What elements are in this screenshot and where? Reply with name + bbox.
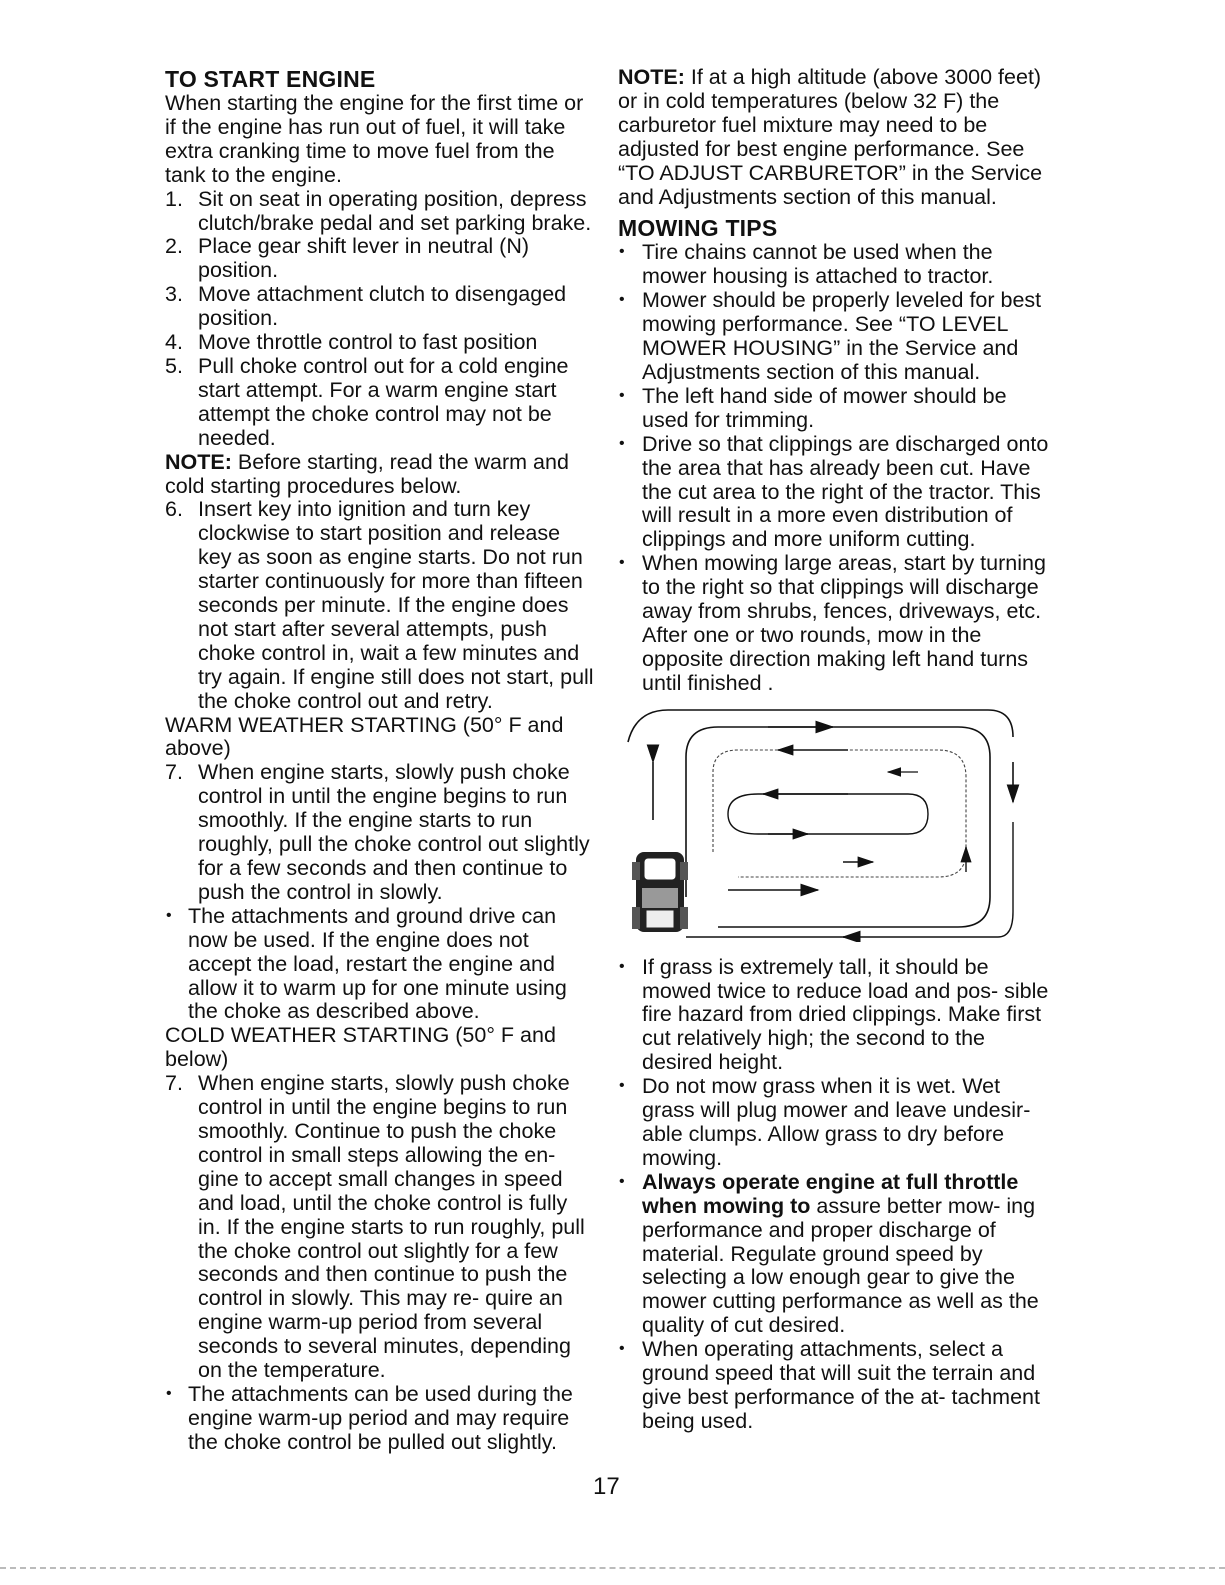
step-number: 1. bbox=[165, 186, 183, 211]
step-3 bbox=[165, 283, 595, 331]
bullet-icon: • bbox=[619, 1340, 625, 1358]
step-1 bbox=[165, 188, 595, 236]
bullet-icon: • bbox=[166, 1384, 172, 1402]
bullet-text: The attachments and ground drive can now be used. If the engine does not accept the load, restart the engine and allow it to warm up for one minute using the choke as described above. bbox=[188, 903, 567, 1024]
mowing-tip bbox=[618, 1075, 1058, 1171]
step-4 bbox=[165, 331, 595, 355]
step-6 bbox=[165, 498, 595, 713]
second-loop bbox=[686, 727, 990, 927]
altitude-note bbox=[618, 66, 1058, 209]
bullet-icon: • bbox=[619, 291, 625, 309]
step-text: Pull choke control out for a cold engine start attempt. For a warm engine start attempt the choke control may not be needed. bbox=[198, 353, 569, 450]
tip-text: assure better mow- ing performance and proper discharge of material. Regulate ground speed by selecting a low enough gear to give the mower cutting performance as well as the quality of cut desired. bbox=[642, 1193, 1039, 1338]
step-number: 3. bbox=[165, 282, 183, 307]
step-number: 7. bbox=[165, 1071, 183, 1096]
step-number: 5. bbox=[165, 353, 183, 378]
bullet-icon: • bbox=[619, 243, 625, 261]
bullet-icon: • bbox=[619, 1172, 625, 1190]
tip-text: The left hand side of mower should be used for trimming. bbox=[642, 383, 1007, 432]
step-number: 4. bbox=[165, 330, 183, 355]
scan-edge-divider bbox=[0, 1567, 1225, 1569]
step-5 bbox=[165, 355, 595, 451]
step-number: 2. bbox=[165, 234, 183, 259]
mowing-tip bbox=[618, 385, 1058, 433]
step-text: Insert key into ignition and turn key clockwise to start position and release key as soon as engine starts. Do not run starter continuously for more than fifteen seconds per minute. If the engine does not start after several attempts, push choke control in, wait a few minutes and try again. If engine still does not start, pull the choke control out and retry. bbox=[198, 497, 594, 713]
right-column bbox=[618, 66, 1058, 1434]
note-label: NOTE: bbox=[165, 449, 232, 474]
step-text: Move attachment clutch to disengaged position. bbox=[198, 282, 567, 331]
mowing-tip bbox=[618, 1171, 1058, 1338]
note-text: Before starting, read the warm and cold starting procedures below. bbox=[165, 449, 569, 498]
start-engine-intro: When starting the engine for the first time or if the engine has run out of fuel, it will take extra cranking time to move fuel from the tank to the engine. bbox=[165, 91, 584, 187]
mowing-tip bbox=[618, 1338, 1058, 1434]
step-2 bbox=[165, 235, 595, 283]
warm-weather-heading: WARM WEATHER STARTING (50° F and above) bbox=[165, 712, 564, 761]
bullet-icon: • bbox=[619, 386, 625, 404]
mowing-tip bbox=[618, 956, 1058, 1076]
mowing-tip bbox=[618, 289, 1058, 385]
bottom-path bbox=[686, 822, 1013, 937]
start-engine-heading: TO START ENGINE bbox=[165, 66, 376, 92]
outer-path bbox=[628, 710, 1013, 742]
tip-text: If grass is extremely tall, it should be mowed twice to reduce load and pos- sible fire hazard from dried clippings. Make first cut relatively high; the second to the desired height. bbox=[642, 954, 1049, 1075]
cold-weather-heading: COLD WEATHER STARTING (50° F and below) bbox=[165, 1023, 556, 1072]
mowing-tip bbox=[618, 241, 1058, 289]
inner-loop bbox=[728, 794, 928, 834]
tip-text: When operating attachments, select a ground speed that will suit the terrain and give best performance of the at- tachment being used. bbox=[642, 1337, 1040, 1433]
bullet-icon: • bbox=[166, 906, 172, 924]
step-text: Place gear shift lever in neutral (N) position. bbox=[198, 234, 530, 283]
bullet-icon: • bbox=[619, 957, 625, 975]
step-number: 7. bbox=[165, 760, 183, 785]
mowing-tip bbox=[618, 552, 1058, 695]
tip-text: Drive so that clippings are discharged onto the area that has already been cut. Have the cut area to the right of the tractor. This will result in a more even distribution of clippings and more uniform cutting. bbox=[642, 431, 1049, 552]
bullet-text: The attachments can be used during the engine warm-up period and may require the choke control be pulled out slightly. bbox=[188, 1381, 573, 1454]
step-number: 6. bbox=[165, 497, 183, 522]
mowing-pattern-icon bbox=[618, 702, 1038, 942]
mowing-tips-heading: MOWING TIPS bbox=[618, 215, 778, 242]
tip-text: Mower should be properly leveled for best mowing performance. See “TO LEVEL MOWER HOUSING” in the Service and Adjustments section of this manual. bbox=[642, 288, 1042, 384]
step-text: Sit on seat in operating position, depress clutch/brake pedal and set parking brake. bbox=[198, 186, 592, 235]
page-number: 17 bbox=[593, 1473, 620, 1500]
tip-text: When mowing large areas, start by turning to the right so that clippings will discharge away from shrubs, fences, driveways, etc. After one or two rounds, mow in the opposite direction making left hand turns until finished . bbox=[642, 551, 1046, 695]
step-text: Move throttle control to fast position bbox=[198, 330, 538, 355]
throttle-bold-text: Always operate engine at full throttle when mowing to bbox=[642, 1169, 1019, 1218]
cold-bullet bbox=[165, 1383, 595, 1455]
note-label: NOTE: bbox=[618, 65, 685, 89]
warm-step-7 bbox=[165, 761, 595, 904]
step-text: When engine starts, slowly push choke control in until the engine begins to run smoothly. If the engine starts to run roughly, pull the choke control out slightly for a few seconds and then continue to push the control in slowly. bbox=[198, 760, 590, 904]
note-text: If at a high altitude (above 3000 feet) or in cold temperatures (below 32 F) the carburetor fuel mixture may need to be adjusted for best engine performance. See “TO ADJUST CARBURETOR” in the Service and Adjustments section of this manual. bbox=[618, 65, 1043, 209]
cold-step-7 bbox=[165, 1072, 595, 1383]
warm-bullet bbox=[165, 905, 595, 1025]
left-column bbox=[165, 66, 595, 1455]
mowing-pattern-diagram bbox=[618, 702, 1038, 942]
tractor-icon bbox=[632, 852, 688, 932]
tip-text: Do not mow grass when it is wet. Wet grass will plug mower and leave undesir- able clumps. Allow grass to dry before mowing. bbox=[642, 1074, 1031, 1170]
mowing-tip bbox=[618, 433, 1058, 553]
tip-text: Tire chains cannot be used when the mower housing is attached to tractor. bbox=[642, 240, 994, 289]
starting-note bbox=[165, 451, 595, 499]
bullet-icon: • bbox=[619, 1077, 625, 1095]
bullet-icon: • bbox=[619, 434, 625, 452]
bullet-icon: • bbox=[619, 554, 625, 572]
step-text: When engine starts, slowly push choke control in until the engine begins to run smoothly. Continue to push the choke control in small steps allowing the en- gine to accept small changes in speed and load, until the choke control is fully in. If the engine starts to run roughly, pull the choke control out slightly for a few seconds and then continue to push the control in slowly. This may re- quire an engine warm-up period from several seconds to several minutes, depending on the temperature. bbox=[198, 1071, 585, 1383]
